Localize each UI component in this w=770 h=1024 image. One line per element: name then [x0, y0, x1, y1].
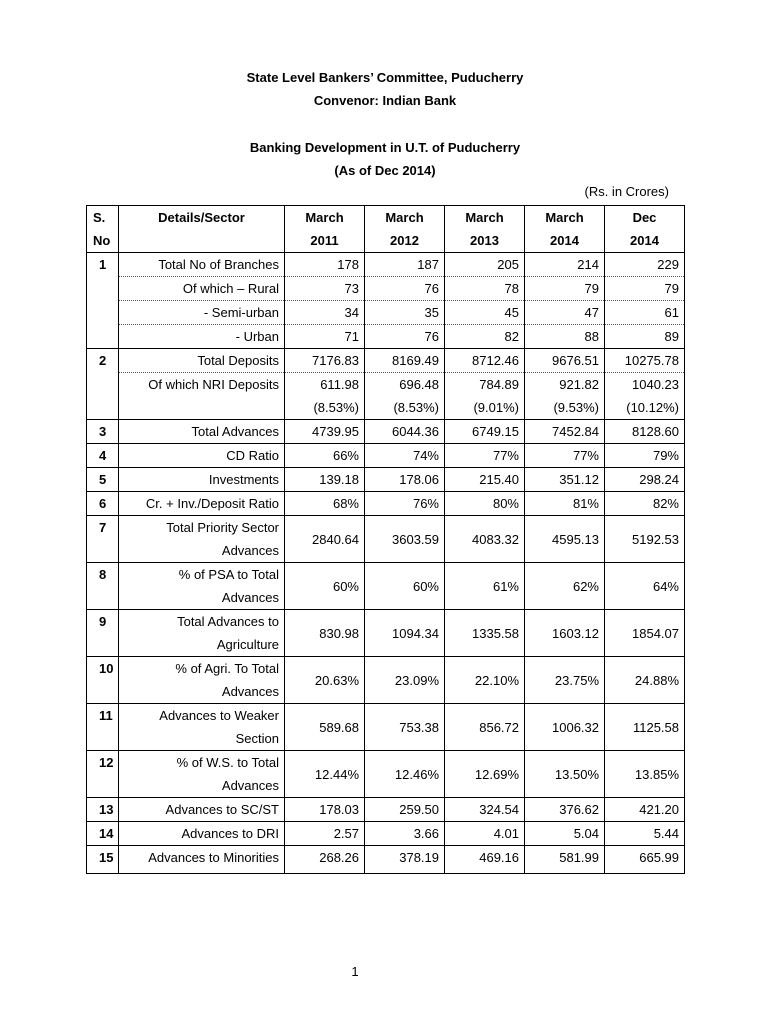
row-label: Total Priority Sector Advances: [119, 516, 285, 563]
header-period-mar-2014: March 2014: [525, 206, 605, 253]
cell-value: 66%: [285, 444, 365, 468]
table-row: [87, 277, 685, 301]
table-row: [87, 516, 685, 563]
cell-value: 78: [445, 277, 525, 301]
cell-value: 351.12: [525, 468, 605, 492]
row-label-empty: [119, 396, 285, 420]
row-label: Total No of Branches: [119, 253, 285, 277]
cell-value: 589.68: [285, 704, 365, 751]
header-period-mar-2012: March 2012: [365, 206, 445, 253]
table-row: [87, 253, 685, 277]
table-row: [87, 492, 685, 516]
cell-value: 6044.36: [365, 420, 445, 444]
table-row: [87, 657, 685, 704]
header-period-dec-2014: Dec 2014: [605, 206, 685, 253]
row-label: Of which – Rural: [119, 277, 285, 301]
table-row: [87, 468, 685, 492]
serial-no: 6: [87, 492, 119, 516]
cell-value: 22.10%: [445, 657, 525, 704]
cell-value: 421.20: [605, 798, 685, 822]
cell-value: 68%: [285, 492, 365, 516]
cell-value: 3.66: [365, 822, 445, 846]
cell-value: 77%: [445, 444, 525, 468]
row-label: - Semi-urban: [119, 301, 285, 325]
cell-value: 34: [285, 301, 365, 325]
cell-value: 62%: [525, 563, 605, 610]
serial-no: 11: [87, 704, 119, 751]
cell-value: 1335.58: [445, 610, 525, 657]
row-label: Advances to SC/ST: [119, 798, 285, 822]
cell-value: 4595.13: [525, 516, 605, 563]
cell-value: 74%: [365, 444, 445, 468]
cell-value: 24.88%: [605, 657, 685, 704]
cell-value: 82%: [605, 492, 685, 516]
row-label: - Urban: [119, 325, 285, 349]
table-row: [87, 846, 685, 874]
cell-value: 64%: [605, 563, 685, 610]
table-row: [87, 704, 685, 751]
cell-value: 80%: [445, 492, 525, 516]
cell-value: 1040.23: [605, 373, 685, 397]
row-label: Advances to Weaker Section: [119, 704, 285, 751]
cell-value: 7176.83: [285, 349, 365, 373]
serial-no: 5: [87, 468, 119, 492]
cell-value: 79: [525, 277, 605, 301]
cell-value: 4739.95: [285, 420, 365, 444]
cell-value: 6749.15: [445, 420, 525, 444]
cell-value: 45: [445, 301, 525, 325]
cell-value: 378.19: [365, 846, 445, 874]
cell-value: 178.06: [365, 468, 445, 492]
table-row: [87, 610, 685, 657]
cell-value: 753.38: [365, 704, 445, 751]
cell-value: (9.01%): [445, 396, 525, 420]
cell-value: 82: [445, 325, 525, 349]
cell-value: 61: [605, 301, 685, 325]
cell-value: 665.99: [605, 846, 685, 874]
cell-value: 178.03: [285, 798, 365, 822]
table-row: [87, 563, 685, 610]
row-label: Cr. + Inv./Deposit Ratio: [119, 492, 285, 516]
row-label: Advances to Minorities: [119, 846, 285, 874]
cell-value: 8712.46: [445, 349, 525, 373]
row-label: % of W.S. to Total Advances: [119, 751, 285, 798]
cell-value: 1094.34: [365, 610, 445, 657]
cell-value: 376.62: [525, 798, 605, 822]
cell-value: 5.04: [525, 822, 605, 846]
table-row: [87, 822, 685, 846]
cell-value: 12.69%: [445, 751, 525, 798]
cell-value: 830.98: [285, 610, 365, 657]
cell-value: 4.01: [445, 822, 525, 846]
cell-value: 1603.12: [525, 610, 605, 657]
cell-value: 76: [365, 325, 445, 349]
cell-value: 4083.32: [445, 516, 525, 563]
serial-no: 1: [87, 253, 119, 349]
table-row: [87, 349, 685, 373]
table-row: [87, 373, 685, 397]
serial-no: 12: [87, 751, 119, 798]
cell-value: 79: [605, 277, 685, 301]
cell-value: 139.18: [285, 468, 365, 492]
serial-no: 9: [87, 610, 119, 657]
table-row: [87, 751, 685, 798]
cell-value: 229: [605, 253, 685, 277]
cell-value: 2840.64: [285, 516, 365, 563]
cell-value: 581.99: [525, 846, 605, 874]
cell-value: 187: [365, 253, 445, 277]
title-convenor: Convenor: Indian Bank: [313, 93, 457, 108]
cell-value: 5.44: [605, 822, 685, 846]
table-header-row: [87, 206, 685, 253]
cell-value: 61%: [445, 563, 525, 610]
currency-unit-note: (Rs. in Crores): [584, 184, 669, 199]
cell-value: 5192.53: [605, 516, 685, 563]
serial-no: 7: [87, 516, 119, 563]
cell-value: 1125.58: [605, 704, 685, 751]
page-number: 1: [351, 964, 359, 979]
cell-value: 856.72: [445, 704, 525, 751]
cell-value: 784.89: [445, 373, 525, 397]
title-report: Banking Development in U.T. of Puducherry: [249, 140, 521, 155]
title-slbc: State Level Bankers’ Committee, Puducherry: [246, 70, 524, 85]
cell-value: 3603.59: [365, 516, 445, 563]
cell-value: 215.40: [445, 468, 525, 492]
header-period-mar-2013: March 2013: [445, 206, 525, 253]
cell-value: 205: [445, 253, 525, 277]
cell-value: 60%: [365, 563, 445, 610]
cell-value: 214: [525, 253, 605, 277]
cell-value: 47: [525, 301, 605, 325]
cell-value: (8.53%): [365, 396, 445, 420]
row-label: % of Agri. To Total Advances: [119, 657, 285, 704]
cell-value: 71: [285, 325, 365, 349]
row-label: % of PSA to Total Advances: [119, 563, 285, 610]
cell-value: 81%: [525, 492, 605, 516]
cell-value: 73: [285, 277, 365, 301]
serial-no: 13: [87, 798, 119, 822]
cell-value: 12.44%: [285, 751, 365, 798]
table-row: [87, 420, 685, 444]
serial-no: 10: [87, 657, 119, 704]
serial-no: 8: [87, 563, 119, 610]
cell-value: (9.53%): [525, 396, 605, 420]
table-row: [87, 798, 685, 822]
cell-value: 9676.51: [525, 349, 605, 373]
row-label: Total Advances to Agriculture: [119, 610, 285, 657]
header-serial-no: S. No: [87, 206, 119, 253]
row-label: Total Advances: [119, 420, 285, 444]
banking-development-table: [86, 205, 685, 874]
serial-no: 15: [87, 846, 119, 874]
cell-value: 7452.84: [525, 420, 605, 444]
cell-value: 23.09%: [365, 657, 445, 704]
table-row: [87, 444, 685, 468]
header-period-mar-2011: March 2011: [285, 206, 365, 253]
cell-value: 10275.78: [605, 349, 685, 373]
cell-value: 89: [605, 325, 685, 349]
cell-value: 79%: [605, 444, 685, 468]
row-label: CD Ratio: [119, 444, 285, 468]
cell-value: 268.26: [285, 846, 365, 874]
cell-value: 13.50%: [525, 751, 605, 798]
cell-value: 77%: [525, 444, 605, 468]
cell-value: 88: [525, 325, 605, 349]
cell-value: 324.54: [445, 798, 525, 822]
cell-value: 20.63%: [285, 657, 365, 704]
title-date: (As of Dec 2014): [334, 163, 436, 178]
cell-value: 23.75%: [525, 657, 605, 704]
header-details: Details/Sector: [119, 206, 285, 253]
cell-value: 1854.07: [605, 610, 685, 657]
cell-value: 76%: [365, 492, 445, 516]
serial-no: 3: [87, 420, 119, 444]
cell-value: (10.12%): [605, 396, 685, 420]
cell-value: 13.85%: [605, 751, 685, 798]
serial-no: 14: [87, 822, 119, 846]
cell-value: 921.82: [525, 373, 605, 397]
cell-value: 8169.49: [365, 349, 445, 373]
row-label: Of which NRI Deposits: [119, 373, 285, 397]
cell-value: (8.53%): [285, 396, 365, 420]
row-label: Investments: [119, 468, 285, 492]
cell-value: 2.57: [285, 822, 365, 846]
cell-value: 696.48: [365, 373, 445, 397]
cell-value: 178: [285, 253, 365, 277]
cell-value: 8128.60: [605, 420, 685, 444]
cell-value: 469.16: [445, 846, 525, 874]
cell-value: 76: [365, 277, 445, 301]
table-row: [87, 396, 685, 420]
table-row: [87, 325, 685, 349]
cell-value: 35: [365, 301, 445, 325]
cell-value: 12.46%: [365, 751, 445, 798]
row-label: Advances to DRI: [119, 822, 285, 846]
cell-value: 1006.32: [525, 704, 605, 751]
serial-no: 2: [87, 349, 119, 420]
cell-value: 611.98: [285, 373, 365, 397]
cell-value: 298.24: [605, 468, 685, 492]
serial-no: 4: [87, 444, 119, 468]
row-label: Total Deposits: [119, 349, 285, 373]
table-row: [87, 301, 685, 325]
cell-value: 259.50: [365, 798, 445, 822]
cell-value: 60%: [285, 563, 365, 610]
